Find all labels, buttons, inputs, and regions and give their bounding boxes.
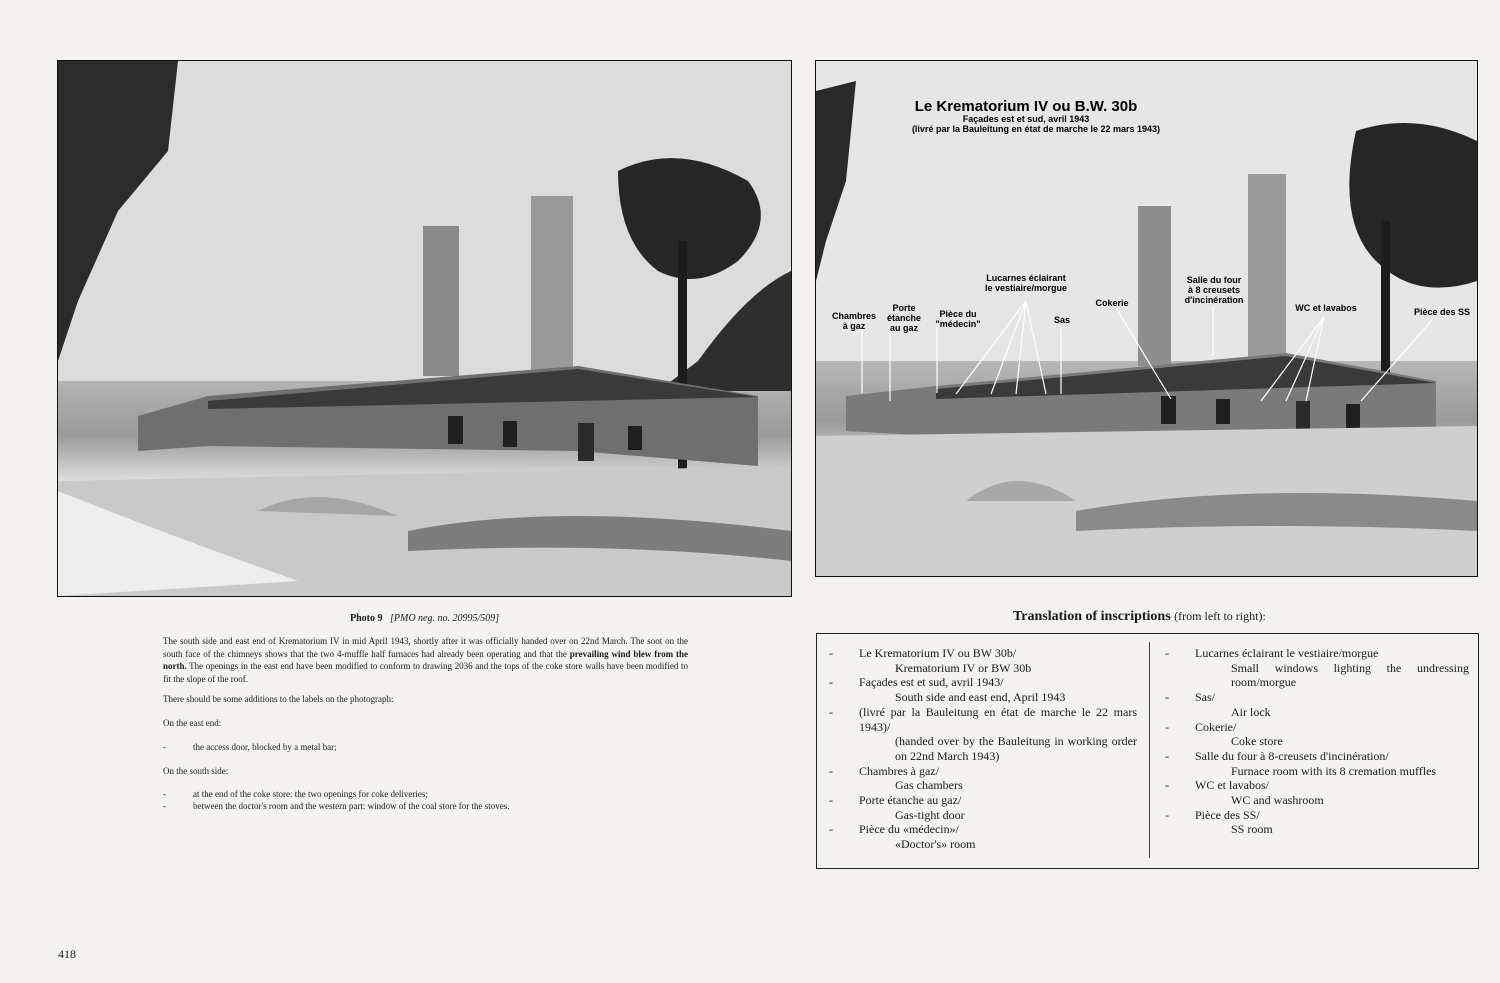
translation-dash: [1165, 734, 1195, 749]
caption-emphasis: prevailing wind blew from the north.: [163, 648, 688, 671]
translation-dash: -: [1165, 778, 1169, 793]
translation-text: Gas chambers: [895, 778, 963, 793]
translation-text: Cokerie/: [1195, 719, 1237, 734]
translation-heading: Translation of inscriptions (from left to right):: [1013, 609, 1266, 624]
column-divider: [1149, 642, 1150, 858]
translation-text: Sas/: [1195, 690, 1216, 705]
photo-reference: [PMO neg. no. 20995/509]: [390, 613, 500, 624]
translation-row: [829, 778, 1137, 793]
photo-title: Le Krematorium IV ou B.W. 30b: [914, 98, 1138, 115]
translation-heading-note: (from left to right):: [1174, 609, 1266, 623]
translation-column-left: [829, 646, 1137, 852]
translation-text: Gas-tight door: [895, 807, 965, 822]
photo-label: Photo 9: [350, 613, 383, 624]
translation-text: (handed over by the Bauleitung in working order on 22nd March 1943): [895, 734, 1137, 763]
translation-dash: [829, 837, 859, 852]
translation-text: WC et lavabos/: [1195, 778, 1269, 793]
translation-box: [816, 633, 1479, 869]
photo-subtitle-2: (livré par la Bauleitung en état de marche le 22 mars 1943): [911, 124, 1161, 134]
translation-row: [1165, 646, 1469, 661]
translation-row: [829, 764, 1137, 779]
translation-text: Le Krematorium IV ou BW 30b/: [859, 646, 1017, 660]
translation-text: Porte étanche au gaz/: [859, 793, 962, 808]
caption-paragraph-1: The south side and east end of Krematorium IV in mid April 1943, shortly after it was officially handed over on 22nd March. The soot on the south face of the chimneys shows that the two 4-muffle half furnaces had already been operating and that the prevailing wind blew from the north. The openings in the east end have been modified to conform to drawing 2036 and the tops of the coke store walls have been modified to fit the slope of the roof.: [163, 636, 688, 684]
translation-dash: [829, 778, 859, 793]
translation-row: [1165, 778, 1469, 793]
translation-row: [1165, 822, 1469, 837]
translation-text: Air lock: [1231, 704, 1271, 719]
translation-dash: -: [1165, 807, 1169, 822]
translation-text: Coke store: [1231, 734, 1283, 749]
translation-text: Pièce du «médecin»/: [859, 822, 959, 837]
translation-row: [829, 661, 1137, 676]
translation-dash: [1165, 705, 1195, 720]
label-wc: WC et lavabos: [1295, 303, 1357, 313]
label-salle-four: Salle du four à 8 creusets d'incinération: [1184, 275, 1244, 305]
photo-caption: [350, 612, 499, 625]
label-lucarnes: Lucarnes éclairant le vestiaire/morgue: [984, 273, 1068, 293]
photo-subtitle: Façades est et sud, avril 1943: [962, 114, 1090, 124]
label-piece-medecin: Pièce du "médecin": [935, 309, 981, 329]
crematorium-photo-left: [57, 60, 792, 597]
label-cokerie: Cokerie: [1095, 298, 1129, 308]
translation-dash: -: [829, 822, 833, 837]
page-number: 418: [58, 947, 76, 961]
translation-row: [829, 646, 1137, 661]
east-end-heading: On the east end:: [163, 718, 222, 728]
translation-dash: [829, 734, 859, 763]
translation-dash: -: [829, 793, 833, 808]
translation-row: [1165, 808, 1469, 823]
translation-row: [1165, 720, 1469, 735]
translation-dash: -: [1165, 690, 1169, 705]
translation-dash: [1165, 822, 1195, 837]
translation-dash: [829, 661, 859, 676]
translation-text: Façades est et sud, avril 1943/: [859, 675, 1004, 690]
translation-dash: -: [829, 704, 833, 719]
translation-text: Small windows lighting the undressing room/morgue: [1231, 660, 1469, 690]
translation-row: [829, 822, 1137, 837]
south-side-item-2: - between the doctor's room and the western part: window of the coal store for the stoves.: [163, 801, 510, 811]
translation-dash: [1165, 764, 1195, 779]
label-sas: Sas: [1053, 315, 1070, 325]
translation-dash: [1165, 793, 1195, 808]
translation-dash: -: [829, 763, 833, 778]
translation-dash: -: [1165, 646, 1169, 660]
translation-dash: [829, 690, 859, 705]
translation-row: [1165, 749, 1469, 764]
translation-text: Chambres à gaz/: [859, 763, 939, 778]
translation-row: [829, 734, 1137, 763]
translation-row: [1165, 690, 1469, 705]
south-side-heading: On the south side:: [163, 766, 229, 776]
translation-text: Furnace room with its 8 cremation muffles: [1231, 763, 1437, 778]
translation-row: [829, 808, 1137, 823]
translation-dash: -: [829, 675, 833, 690]
translation-dash: -: [1165, 719, 1169, 734]
translation-text: Pièce des SS/: [1195, 807, 1260, 822]
translation-row: [1165, 734, 1469, 749]
translation-row: [829, 793, 1137, 808]
translation-row: [1165, 661, 1469, 690]
crematorium-photo-right-annotated: [815, 60, 1478, 577]
translation-row: [1165, 705, 1469, 720]
translation-text: SS room: [1231, 822, 1273, 837]
translation-row: [829, 837, 1137, 852]
translation-text: «Doctor's» room: [895, 837, 976, 852]
translation-dash: -: [829, 646, 833, 660]
caption-paragraph-2: There should be some additions to the labels on the photograph:: [163, 694, 394, 704]
translation-dash: [829, 808, 859, 823]
translation-text: WC and washroom: [1231, 793, 1324, 808]
translation-row: [1165, 793, 1469, 808]
translation-row: [829, 675, 1137, 690]
translation-dash: -: [1165, 748, 1169, 763]
label-chambres: Chambres à gaz: [831, 311, 876, 331]
translation-text: Lucarnes éclairant le vestiaire/morgue: [1195, 646, 1379, 660]
translation-row: [1165, 764, 1469, 779]
photo-drawing: [58, 61, 791, 596]
label-piece-ss: Pièce des SS: [1413, 307, 1471, 317]
south-side-item-1: - at the end of the coke store: the two openings for coke deliveries;: [163, 789, 428, 799]
translation-text: South side and east end, April 1943: [895, 690, 1066, 705]
translation-row: [829, 705, 1137, 734]
translation-text: Krematorium IV or BW 30b: [895, 660, 1032, 675]
translation-text: (livré par la Bauleitung en état de marche le 22 mars 1943)/: [859, 704, 1137, 734]
translation-row: [829, 690, 1137, 705]
east-end-item: - the access door, blocked by a metal bar;: [163, 742, 337, 752]
translation-column-right: [1165, 646, 1469, 837]
translation-dash: [1165, 661, 1195, 690]
label-porte: Porte étanche au gaz: [886, 303, 921, 333]
translation-text: Salle du four à 8-creusets d'incinération/: [1195, 748, 1389, 763]
